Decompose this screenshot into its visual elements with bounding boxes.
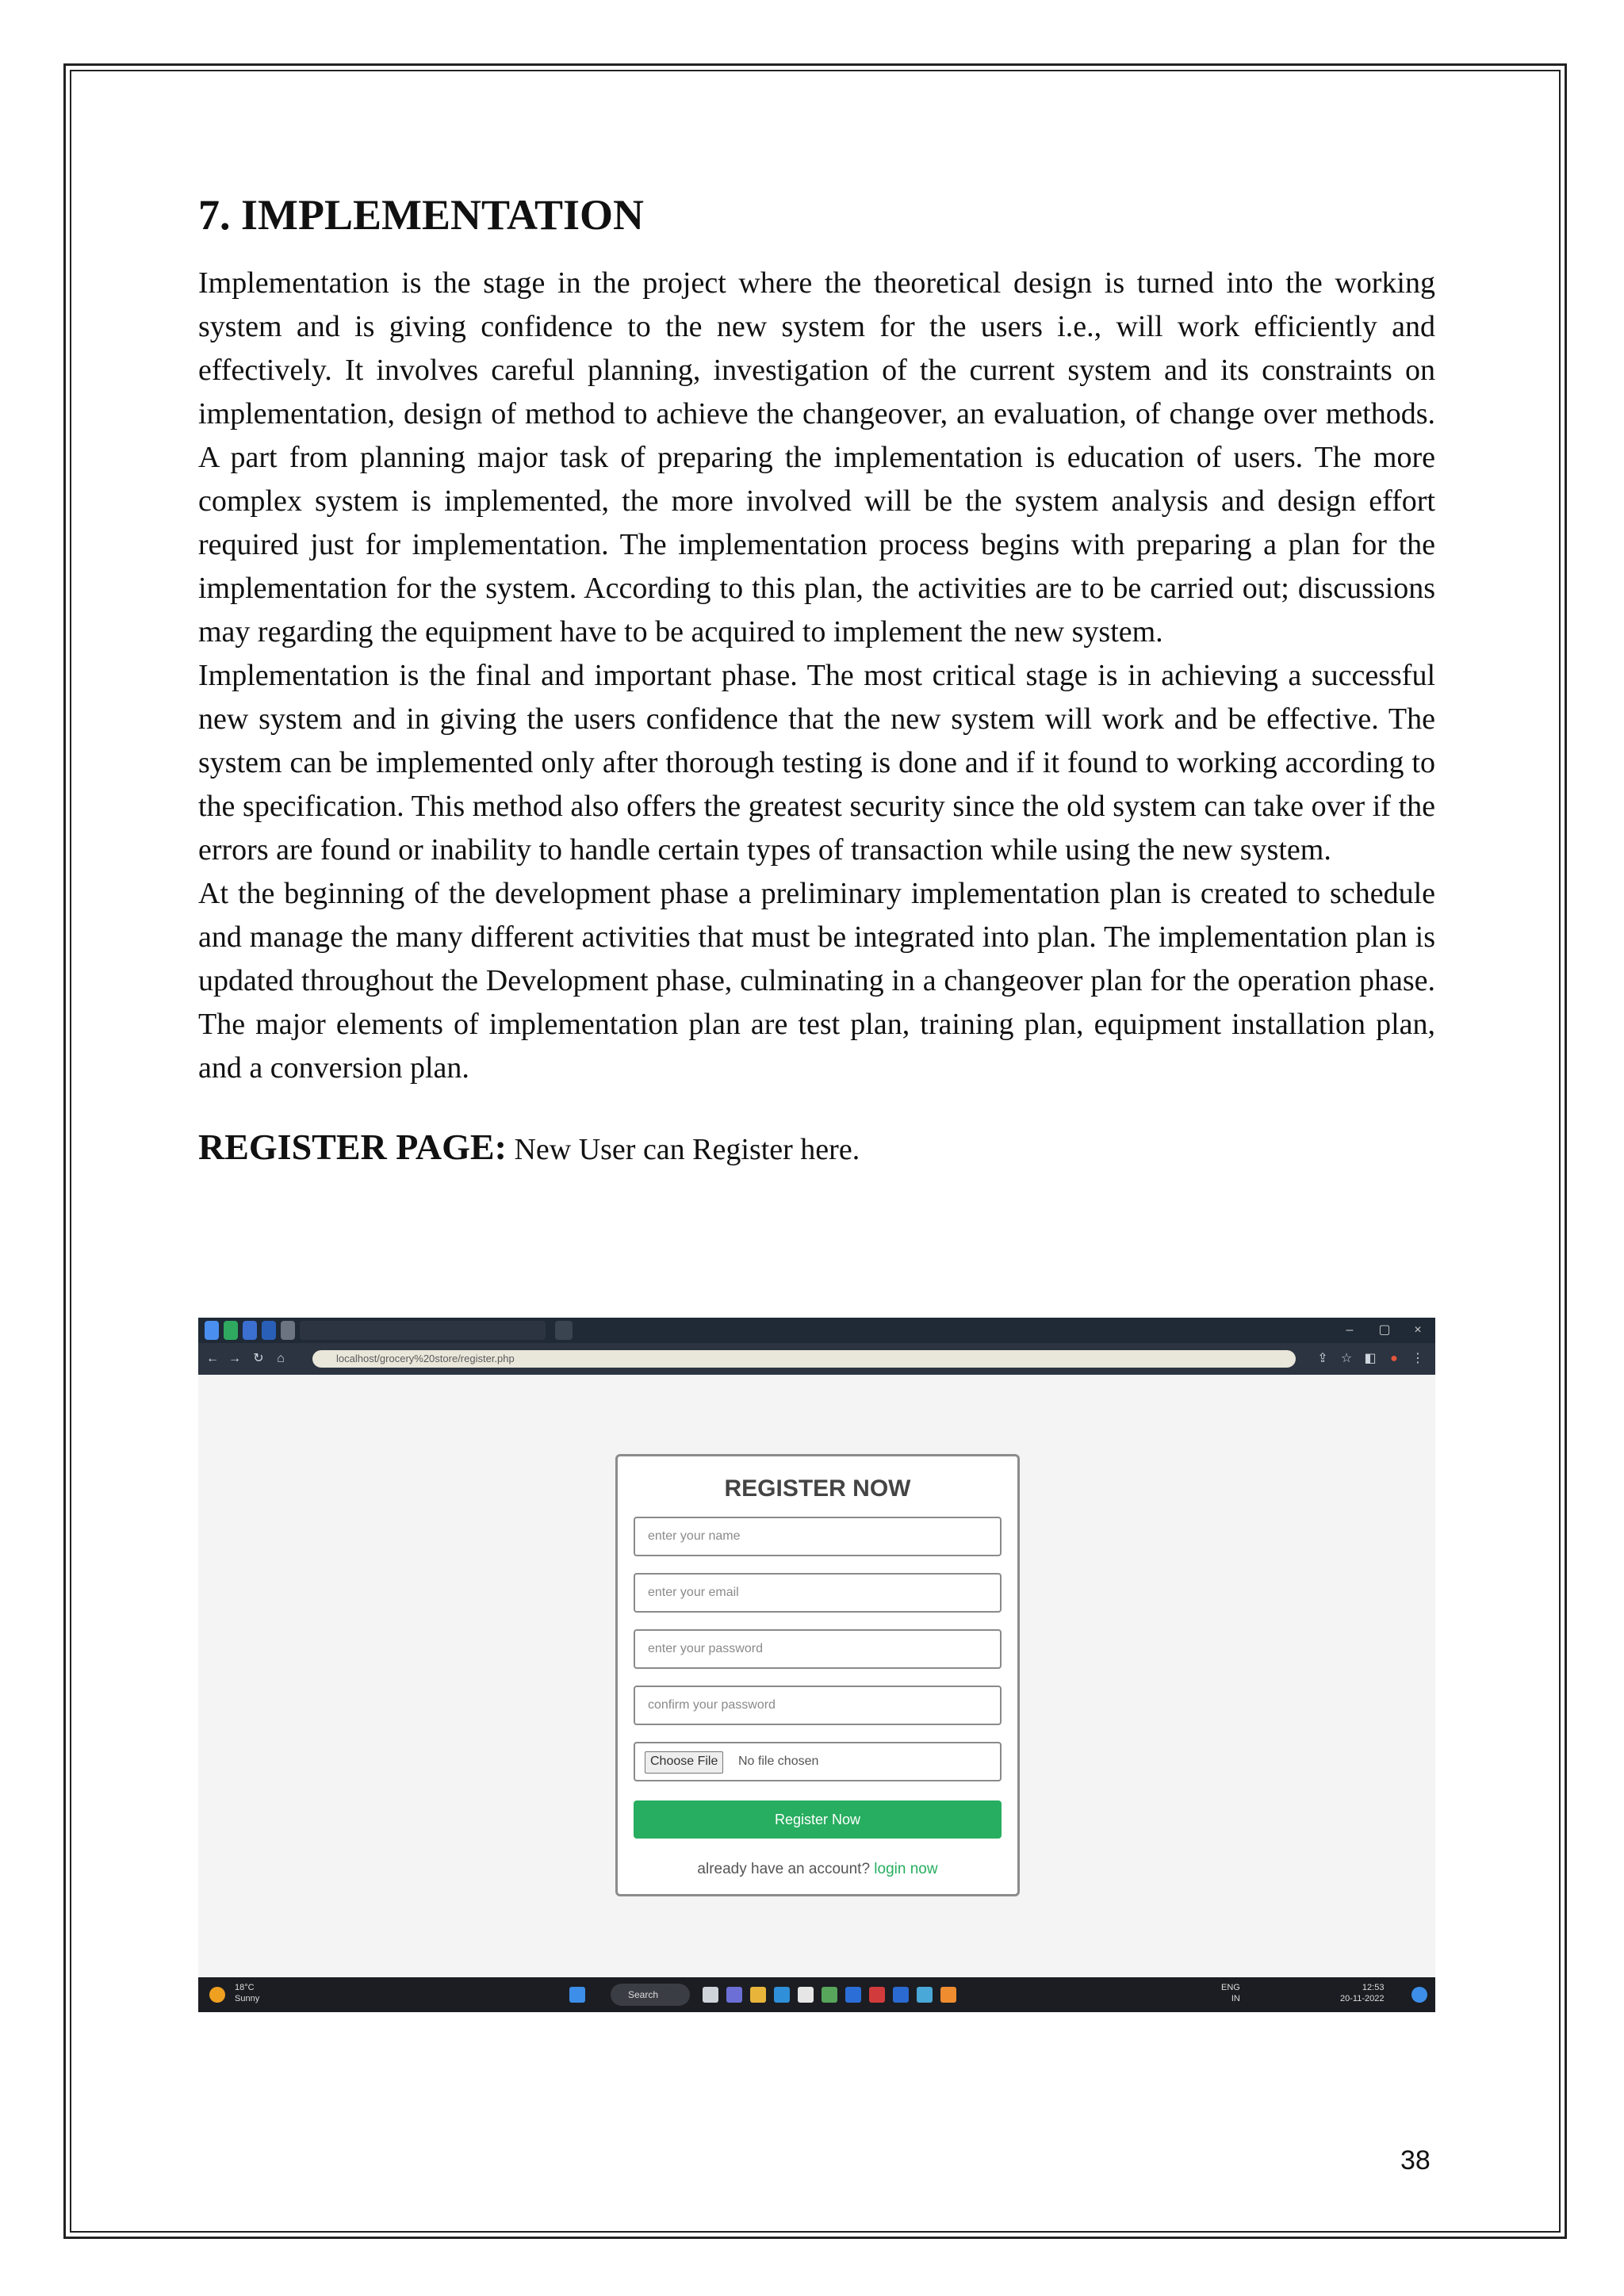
clock-date: 20-11-2022 [1340,1994,1385,2003]
task-view-icon[interactable] [703,1987,718,2003]
taskbar-tab-icon [205,1321,219,1340]
home-icon[interactable]: ⌂ [277,1352,285,1365]
menu-dots-icon[interactable]: ⋮ [1411,1352,1424,1365]
password-input[interactable]: enter your password [634,1629,1002,1669]
forward-arrow-icon[interactable]: → [228,1352,241,1365]
restore-icon[interactable]: ▢ [1378,1323,1391,1337]
extension-icon[interactable]: ◧ [1364,1352,1377,1365]
name-input[interactable]: enter your name [634,1517,1002,1556]
app-icon[interactable] [869,1987,885,2003]
file-input[interactable] [634,1742,1002,1781]
close-icon[interactable]: × [1414,1323,1422,1337]
profile-icon[interactable]: ● [1390,1352,1398,1365]
reload-icon[interactable]: ↻ [253,1352,264,1365]
taskbar-tab-icon [281,1321,295,1340]
taskbar-clock[interactable] [1340,1982,1384,2004]
language-indicator[interactable] [1221,1982,1240,2004]
file-explorer-icon[interactable] [750,1987,766,2003]
windows-taskbar [198,1977,1435,2012]
minimize-icon[interactable]: – [1346,1323,1354,1337]
already-account-text: already have an account? [697,1861,871,1877]
clock-time: 12:53 [1362,1983,1385,1992]
taskbar-tab-icon [224,1321,238,1340]
edge-browser-icon[interactable] [774,1987,790,2003]
back-arrow-icon[interactable]: ← [206,1352,219,1365]
xampp-icon[interactable] [940,1987,956,2003]
paragraph-2: Implementation is the final and important phase. The most critical stage is in achieving a successful new system and in giving the users confidence that the new system will work and be effective. The system can be implemented only after thorough testing is done and if it found to working according to the specification. This method also offers the greatest security since the old system can take over if the errors are found or inability to handle certain types of transaction while using the new system. [198,659,1435,867]
weather-temp: 18°C [235,1983,255,1992]
paragraph-3: At the beginning of the development phase a preliminary implementation plan is created to schedule and manage the many different activities that must be integrated into plan. The implementation plan is updated throughout the Development phase, culminating in a changeover plan for the operation phase. The major elements of implementation plan are test plan, training plan, equipment installation plan, and a conversion plan. [198,877,1435,1085]
no-file-label: No file chosen [738,1755,819,1768]
browser-toolbar [198,1343,1435,1375]
app-icon[interactable] [917,1987,933,2003]
chat-icon[interactable] [726,1987,742,2003]
word-icon[interactable] [893,1987,909,2003]
share-icon[interactable]: ⇪ [1317,1352,1328,1365]
confirm-password-input[interactable]: confirm your password [634,1686,1002,1725]
new-tab-button[interactable] [555,1321,573,1340]
choose-file-button[interactable]: Choose File [645,1751,723,1774]
login-prompt [618,1861,1017,1878]
weather-widget[interactable] [235,1982,259,2004]
page-number: 38 [1400,2145,1431,2175]
register-page-screenshot [198,1318,1435,2012]
weather-desc: Sunny [235,1994,260,2003]
register-page-label: REGISTER PAGE: [198,1127,507,1167]
weather-icon[interactable] [209,1987,225,2003]
app-icon[interactable] [845,1987,861,2003]
bookmark-star-icon[interactable]: ☆ [1340,1352,1353,1365]
register-now-button[interactable]: Register Now [634,1800,1002,1839]
taskbar-tab-icon [262,1321,276,1340]
register-page-text: New User can Register here. [514,1133,860,1166]
start-icon[interactable] [569,1987,585,2003]
chrome-icon[interactable] [822,1987,837,2003]
taskbar-tab-icon [243,1321,257,1340]
section-heading: 7. IMPLEMENTATION [198,191,645,239]
store-icon[interactable] [798,1987,814,2003]
paragraph-1: Implementation is the stage in the project where the theoretical design is turned into the working system and is giving confidence to the new system for the users i.e., will work efficiently and effectively. It involves careful planning, investigation of the current system and its constraints on implementation, design of method to achieve the changeover, an evaluation, of change over methods. A part from planning major task of preparing the implementation is education of users. The more complex system is implemented, the more involved will be the system analysis and design effort required just for implementation. The implementation process begins with preparing a plan for the implementation for the system. According to this plan, the activities are to be carried out; discussions may regarding the equipment have to be acquired to implement the new system. [198,266,1435,649]
login-now-link[interactable]: login now [874,1861,938,1877]
page-content [198,190,1435,1172]
register-form-title: REGISTER NOW [724,1475,911,1502]
register-page-caption [198,1125,1435,1172]
address-bar[interactable]: localhost/grocery%20store/register.php [312,1350,1296,1368]
taskbar-search[interactable]: Search [611,1984,690,2006]
notification-icon[interactable] [1411,1987,1427,2003]
language-code: ENG [1221,1983,1240,1992]
active-browser-tab[interactable] [300,1321,546,1340]
register-form-card [615,1454,1020,1896]
region-code: IN [1231,1994,1240,2003]
browser-tab-bar [198,1318,1435,1343]
email-input[interactable]: enter your email [634,1573,1002,1613]
